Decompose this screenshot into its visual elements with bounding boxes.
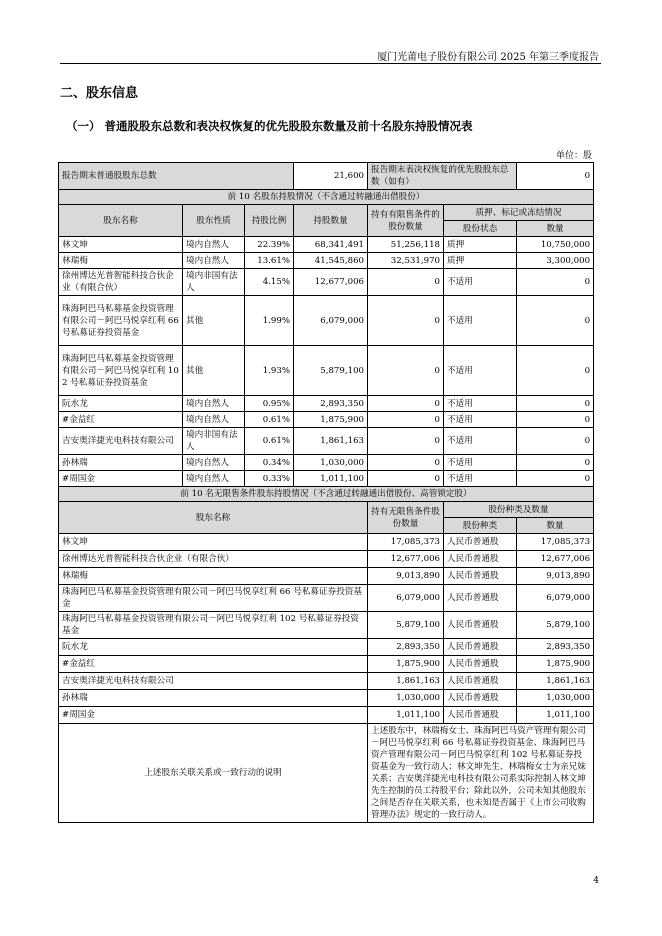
shareholder-nature: 境内自然人 [183, 237, 245, 253]
share-count: 2,893,350 [517, 639, 594, 656]
top10-row [59, 253, 594, 269]
pledge-status: 不适用 [444, 455, 517, 471]
pledge-count: 0 [517, 455, 594, 471]
pledge-count: 10,750,000 [517, 237, 594, 253]
holding-ratio: 0.61% [245, 428, 294, 455]
pledge-status: 不适用 [444, 346, 517, 396]
unrestricted-shares: 5,879,100 [368, 612, 444, 639]
share-count: 12,677,006 [517, 551, 594, 568]
pledge-count: 0 [517, 412, 594, 428]
restricted-shares: 0 [368, 412, 444, 428]
unrestricted-name-header: 股东名称 [59, 502, 368, 534]
restricted-shares: 0 [368, 296, 444, 346]
unrestricted-holder-name: #周国金 [59, 707, 368, 724]
shareholder-nature: 境内非国有法人 [183, 269, 245, 296]
share-type: 人民币普通股 [444, 639, 517, 656]
relation-label: 上述股东关联关系或一致行动的说明 [59, 724, 368, 823]
restricted-shares: 0 [368, 455, 444, 471]
col-ratio-header: 持股比例 [245, 205, 294, 237]
shareholder-name: 珠海阿巴马私募基金投资管理有限公司－阿巴马悦享红利 102 号私募证券投资基金 [59, 346, 183, 396]
pledge-status: 不适用 [444, 471, 517, 487]
unrestricted-shares: 12,677,006 [368, 551, 444, 568]
share-type-header: 股份种类 [444, 518, 517, 534]
shareholder-nature: 境内自然人 [183, 396, 245, 412]
unrestricted-shares: 9,013,890 [368, 568, 444, 585]
shareholder-nature: 其他 [183, 346, 245, 396]
restricted-shares: 32,531,970 [368, 253, 444, 269]
col-pledge-header: 质押、标记或冻结情况 [444, 205, 594, 221]
pledge-count: 0 [517, 428, 594, 455]
unrestricted-title-row [59, 487, 594, 502]
unrestricted-shares: 1,875,900 [368, 656, 444, 673]
top10-row [59, 346, 594, 396]
shareholder-nature: 境内自然人 [183, 455, 245, 471]
pledge-count: 3,300,000 [517, 253, 594, 269]
unrestricted-holder-name: 孙林瑞 [59, 690, 368, 707]
shareholder-name: 珠海阿巴马私募基金投资管理有限公司－阿巴马悦享红利 66 号私募证券投资基金 [59, 296, 183, 346]
share-count: 5,879,100 [517, 612, 594, 639]
share-type: 人民币普通股 [444, 568, 517, 585]
share-count: 1,030,000 [517, 690, 594, 707]
shareholder-nature: 境内自然人 [183, 471, 245, 487]
holding-shares: 12,677,006 [294, 269, 368, 296]
pledge-status: 不适用 [444, 412, 517, 428]
pref-holders-label: 报告期末表决权恢复的优先股股东总数（如有） [368, 163, 517, 190]
unrestricted-row [59, 673, 594, 690]
unrestricted-row [59, 690, 594, 707]
pledge-count: 0 [517, 296, 594, 346]
col-status-header: 股份状态 [444, 221, 517, 237]
share-type-group-header: 股份种类及数量 [444, 502, 594, 518]
unrestricted-title: 前 10 名无限售条件股东持股情况（不含通过转融通出借股份、高管锁定股） [59, 487, 594, 502]
share-type: 人民币普通股 [444, 673, 517, 690]
top10-row [59, 471, 594, 487]
holding-ratio: 0.33% [245, 471, 294, 487]
pledge-status: 质押 [444, 253, 517, 269]
subsection-title: （一） 普通股股东总数和表决权恢复的优先股股东数量及前十名股东持股情况表 [66, 119, 473, 133]
top10-row [59, 396, 594, 412]
shareholder-name: 阮水龙 [59, 396, 183, 412]
pledge-count: 0 [517, 396, 594, 412]
share-type: 人民币普通股 [444, 585, 517, 612]
holding-ratio: 4.15% [245, 269, 294, 296]
shareholder-name: 林瑞梅 [59, 253, 183, 269]
section-title: 二、股东信息 [60, 86, 139, 101]
pledge-status: 不适用 [444, 428, 517, 455]
restricted-shares: 0 [368, 471, 444, 487]
restricted-shares: 0 [368, 428, 444, 455]
unrestricted-holder-name: 珠海阿巴马私募基金投资管理有限公司－阿巴马悦享红利 66 号私募证券投资基金 [59, 585, 368, 612]
shareholder-nature: 境内自然人 [183, 253, 245, 269]
col-restricted-header: 持有有限售条件的股份数量 [368, 205, 444, 237]
holding-shares: 5,879,100 [294, 346, 368, 396]
unrestricted-shares: 1,861,163 [368, 673, 444, 690]
shareholder-name: 吉安奥洋捷光电科技有限公司 [59, 428, 183, 455]
unrestricted-shares: 17,085,373 [368, 534, 444, 551]
pledge-count: 0 [517, 346, 594, 396]
unrestricted-holder-name: 林文坤 [59, 534, 368, 551]
shareholder-name: 徐州博达光普智能科技合伙企业（有限合伙） [59, 269, 183, 296]
unrestricted-row [59, 656, 594, 673]
relation-text: 上述股东中，林瑞梅女士、珠海阿巴马资产管理有限公司－阿巴马悦享红利 66 号私募证券投资基金、珠海阿巴马资产管理有限公司－阿巴马悦享红利 102 号私募证券投资基金为一致行动人；林文坤先生、林瑞梅女士为亲兄妹关系；吉安奥洋捷光电科技有限公司系实际控制人林文坤先生控制的员工持股平台；除此以外，公司未知其他股东之间是否存在关联关系，也未知是否属于《上市公司收购管理办法》规定的一致行动人。 [368, 724, 594, 823]
unrestricted-shares: 1,011,100 [368, 707, 444, 724]
unrestricted-row [59, 551, 594, 568]
share-count: 17,085,373 [517, 534, 594, 551]
holding-shares: 1,011,100 [294, 471, 368, 487]
holding-shares: 41,545,860 [294, 253, 368, 269]
shareholder-nature: 其他 [183, 296, 245, 346]
common-holders-value: 21,600 [294, 163, 368, 190]
page-number: 4 [593, 876, 599, 886]
restricted-shares: 0 [368, 269, 444, 296]
pledge-status: 质押 [444, 237, 517, 253]
share-count-header: 数量 [517, 518, 594, 534]
restricted-shares: 51,256,118 [368, 237, 444, 253]
top10-row [59, 237, 594, 253]
unrestricted-holder-name: 徐州博达光普智能科技合伙企业（有限合伙） [59, 551, 368, 568]
holding-shares: 6,079,000 [294, 296, 368, 346]
relation-row [59, 724, 594, 823]
unrestricted-row [59, 612, 594, 639]
share-count: 1,875,900 [517, 656, 594, 673]
unrestricted-shares: 2,893,350 [368, 639, 444, 656]
unit-label: 单位：股 [555, 151, 592, 161]
share-count: 1,861,163 [517, 673, 594, 690]
top10-row [59, 428, 594, 455]
unrestricted-shares: 6,079,000 [368, 585, 444, 612]
unrestricted-holder-name: 珠海阿巴马私募基金投资管理有限公司－阿巴马悦享红利 102 号私募证券投资基金 [59, 612, 368, 639]
holding-ratio: 13.61% [245, 253, 294, 269]
holding-shares: 1,875,900 [294, 412, 368, 428]
share-type: 人民币普通股 [444, 612, 517, 639]
unrestricted-row [59, 707, 594, 724]
unrestricted-shares-header: 持有无限售条件股份数量 [368, 502, 444, 534]
top10-row [59, 412, 594, 428]
holding-shares: 2,893,350 [294, 396, 368, 412]
report-header: 厦门光莆电子股份有限公司 2025 年第三季度报告 [377, 52, 599, 63]
share-type: 人民币普通股 [444, 707, 517, 724]
pledge-count: 0 [517, 269, 594, 296]
unrestricted-holder-name: 阮水龙 [59, 639, 368, 656]
top10-row [59, 269, 594, 296]
unrestricted-row [59, 639, 594, 656]
holding-ratio: 22.39% [245, 237, 294, 253]
holding-ratio: 1.93% [245, 346, 294, 396]
share-type: 人民币普通股 [444, 551, 517, 568]
unrestricted-row [59, 534, 594, 551]
unrestricted-holder-name: #金益红 [59, 656, 368, 673]
holding-shares: 1,861,163 [294, 428, 368, 455]
pref-holders-value: 0 [517, 163, 594, 190]
share-type: 人民币普通股 [444, 534, 517, 551]
share-count: 6,079,000 [517, 585, 594, 612]
holding-ratio: 1.99% [245, 296, 294, 346]
shareholder-nature: 境内自然人 [183, 412, 245, 428]
common-holders-label: 报告期末普通股股东总数 [59, 163, 294, 190]
top10-row [59, 455, 594, 471]
unrestricted-holder-name: 林瑞梅 [59, 568, 368, 585]
holding-ratio: 0.61% [245, 412, 294, 428]
unrestricted-shares: 1,030,000 [368, 690, 444, 707]
unrestricted-row [59, 568, 594, 585]
shareholder-name: 孙林瑞 [59, 455, 183, 471]
holding-shares: 68,341,491 [294, 237, 368, 253]
unrestricted-row [59, 585, 594, 612]
shareholder-nature: 境内非国有法人 [183, 428, 245, 455]
unrestricted-holder-name: 吉安奥洋捷光电科技有限公司 [59, 673, 368, 690]
pledge-status: 不适用 [444, 296, 517, 346]
restricted-shares: 0 [368, 396, 444, 412]
col-count-header: 数量 [517, 221, 594, 237]
shareholder-table [58, 162, 594, 823]
unrestricted-header-row [59, 502, 594, 518]
share-type: 人民币普通股 [444, 656, 517, 673]
share-type: 人民币普通股 [444, 690, 517, 707]
header-divider [60, 63, 601, 64]
holding-ratio: 0.34% [245, 455, 294, 471]
share-count: 9,013,890 [517, 568, 594, 585]
pledge-count: 0 [517, 471, 594, 487]
top10-title: 前 10 名股东持股情况（不含通过转融通出借股份） [59, 190, 594, 205]
pledge-status: 不适用 [444, 396, 517, 412]
col-nature-header: 股东性质 [183, 205, 245, 237]
top10-row [59, 296, 594, 346]
col-name-header: 股东名称 [59, 205, 183, 237]
shareholder-name: #金益红 [59, 412, 183, 428]
restricted-shares: 0 [368, 346, 444, 396]
top10-header-row [59, 205, 594, 221]
shareholder-name: 林文坤 [59, 237, 183, 253]
summary-row [59, 163, 594, 190]
share-count: 1,011,100 [517, 707, 594, 724]
holding-shares: 1,030,000 [294, 455, 368, 471]
top10-title-row [59, 190, 594, 205]
holding-ratio: 0.95% [245, 396, 294, 412]
pledge-status: 不适用 [444, 269, 517, 296]
col-shares-header: 持股数量 [294, 205, 368, 237]
shareholder-name: #周国金 [59, 471, 183, 487]
